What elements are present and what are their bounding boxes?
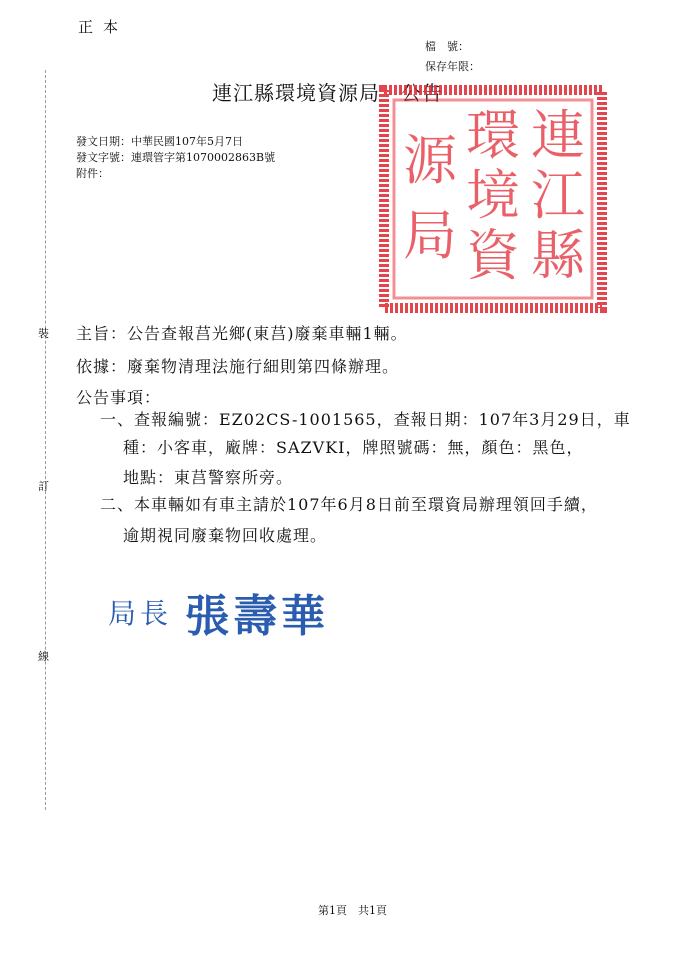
item-1-line-2: 種：小客車，廠牌：SAZVKI，牌照號碼：無，顏色：黑色，	[123, 438, 584, 457]
file-number-label: 檔 號：	[425, 40, 469, 53]
binding-mark-zhuang: 裝	[38, 327, 49, 340]
page-footer: 第1頁 共1頁	[318, 904, 387, 917]
svg-text:連: 連	[531, 104, 585, 167]
svg-text:境: 境	[466, 164, 520, 227]
item-2-line-2: 逾期視同廢棄物回收處理。	[123, 526, 328, 545]
director-signature	[108, 580, 329, 644]
svg-text:環: 環	[466, 104, 520, 167]
items-heading: 公告事項：	[76, 388, 162, 407]
svg-text:資: 資	[466, 224, 520, 287]
subject-line: 主旨：公告查報莒光鄉(東莒)廢棄車輛1輛。	[76, 324, 408, 343]
retention-period-label: 保存年限：	[425, 60, 480, 73]
svg-text:江: 江	[531, 164, 585, 227]
item-1-line-3: 地點：東莒警察所旁。	[123, 468, 294, 487]
svg-text:源: 源	[403, 129, 457, 192]
director-title: 局長	[108, 597, 173, 630]
original-copy-mark: 正本	[78, 18, 129, 36]
item-1-line-1: 一、查報編號：EZ02CS-1001565，查報日期：107年3月29日，車	[100, 410, 631, 429]
document-title: 連江縣環境資源局 公告	[212, 81, 443, 105]
official-seal-stamp	[378, 84, 608, 314]
item-2-line-1: 二、本車輛如有車主請於107年6月8日前至環資局辦理領回手續，	[100, 495, 598, 514]
basis-line: 依據：廢棄物清理法施行細則第四條辦理。	[76, 357, 400, 376]
issue-number: 發文字號：連環管字第1070002863B號	[76, 151, 276, 164]
binding-line	[45, 70, 46, 810]
director-name-stamp: 張壽華	[185, 591, 330, 642]
attachment-label: 附件：	[76, 167, 109, 180]
svg-text:縣: 縣	[531, 224, 585, 287]
binding-mark-xian: 線	[38, 650, 49, 663]
issue-date: 發文日期：中華民國107年5月7日	[76, 135, 243, 148]
binding-mark-ding: 訂	[38, 480, 49, 493]
svg-text:局: 局	[403, 204, 457, 267]
